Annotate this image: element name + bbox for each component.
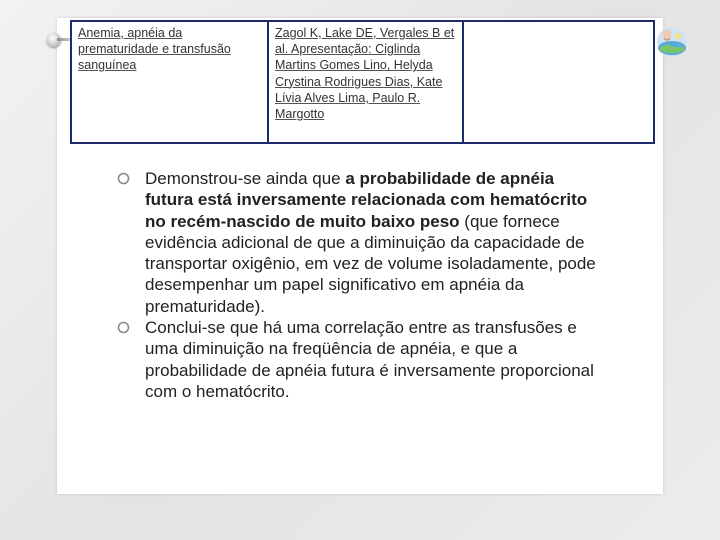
reference-table-row bbox=[71, 21, 654, 143]
ring-bullet-icon bbox=[117, 321, 130, 334]
pushpin-icon bbox=[47, 33, 61, 47]
bullet-item bbox=[117, 317, 597, 402]
bullet-text-1 bbox=[145, 169, 596, 316]
bullet-text-2 bbox=[145, 318, 594, 401]
empty-cell bbox=[463, 21, 654, 143]
ring-bullet-icon bbox=[117, 172, 130, 185]
bullet-item bbox=[117, 168, 597, 317]
topic-cell: Anemia, apnéia da prematuridade e transfusão sanguínea bbox=[71, 21, 268, 143]
authors-cell: Zagol K, Lake DE, Vergales B et al. Apresentação: Ciglinda Martins Gomes Lino, Helyda Crystina Rodrigues Dias, Kate Lívia Alves Lima, Paulo R. Margotto bbox=[268, 21, 463, 143]
text-segment-bold: a probabilidade de apnéia futura está inversamente relacionada com hematócrito no recém-nascido de muito baixo peso bbox=[145, 169, 588, 231]
baby-world-logo-icon bbox=[655, 24, 689, 60]
text-segment: (que fornece evidência adicional de que a diminuição da capacidade de transportar oxigênio, em vez de volume isoladamente, pode desempenhar um papel significativo em apnéia da prematuridade). bbox=[145, 211, 596, 316]
text-segment: Conclui-se que há uma correlação entre as transfusões e uma diminuição na freqüência de apnéia, e que a probabilidade de apnéia futura é inversamente proporcional com o hematócrito. bbox=[145, 318, 594, 401]
text-segment: Demonstrou-se ainda que bbox=[145, 169, 346, 188]
reference-table bbox=[70, 20, 655, 144]
bullet-list bbox=[117, 168, 597, 402]
